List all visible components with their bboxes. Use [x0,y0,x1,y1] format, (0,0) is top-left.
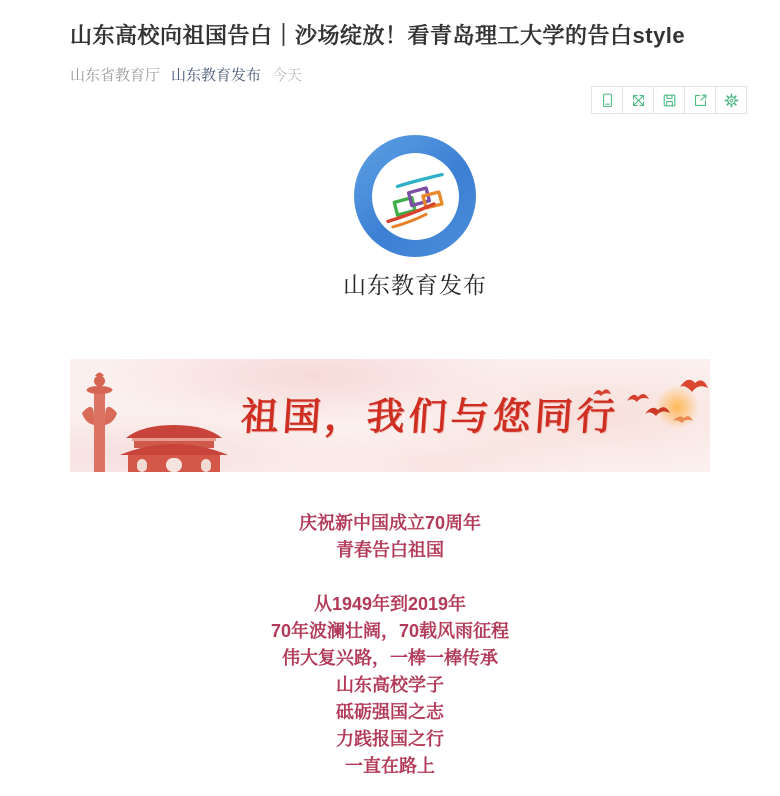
banner-image [70,359,710,472]
settings-button[interactable] [715,86,747,114]
article-meta [70,64,710,85]
logo-s-mark-icon [380,161,450,231]
save-icon [661,92,678,109]
body-line: 伟大复兴路，一棒一棒传承 [282,648,498,668]
body-line: 砥砺强国之志 [336,702,444,722]
body-line: 山东高校学子 [336,675,444,695]
fullscreen-icon [630,92,647,109]
share-button[interactable] [684,86,716,114]
flying-doves-illustration [585,369,710,439]
mobile-preview-button[interactable] [591,86,623,114]
fullscreen-button[interactable] [622,86,654,114]
account-logo-image [354,135,476,257]
account-logo-caption: 山东教育发布 [343,273,487,298]
article-body [70,510,710,794]
body-line: 青春告白祖国 [336,540,444,560]
publish-time: 今天 [272,67,303,84]
author-name: 山东省教育厅 [70,67,161,84]
body-line: 力践报国之行 [336,729,444,749]
account-logo-inner [372,153,459,240]
article-title: 山东高校向祖国告白｜沙场绽放！看青岛理工大学的告白style [70,23,686,48]
body-line [70,564,710,591]
mobile-preview-icon [599,92,616,109]
banner-slogan: 祖国，我们与您同行 [239,396,621,439]
share-icon [692,92,709,109]
tiananmen-gate [120,425,228,472]
huabiao-tiananmen-illustration [70,359,240,472]
body-line: 70年波澜壮阔，70载风雨征程 [270,621,510,641]
save-button[interactable] [653,86,685,114]
body-line: 从1949年到2019年 [313,594,467,614]
huabiao-pillar [82,373,117,473]
account-logo [95,135,735,300]
settings-gear-icon [723,92,740,109]
account-link[interactable]: 山东教育发布 [171,67,262,84]
body-line: 一直在路上 [345,756,435,776]
preview-toolbar [592,86,747,114]
body-line: 庆祝新中国成立70周年 [298,513,482,533]
